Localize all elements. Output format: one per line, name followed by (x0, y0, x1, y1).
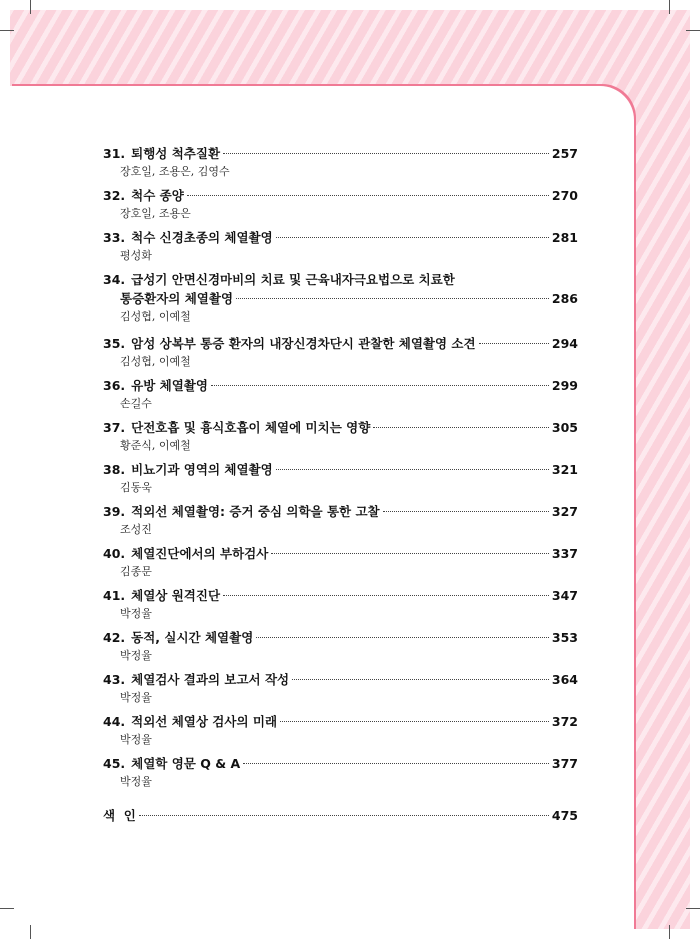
entry-title: 척수 신경초종의 체열촬영 (131, 230, 273, 245)
crop-mark (686, 30, 700, 31)
entry-number: 40. (103, 546, 126, 561)
entry-authors: 박정율 (120, 733, 152, 746)
entry-number: 36. (103, 378, 126, 393)
leader-dots (223, 595, 549, 596)
entry-number: 42. (103, 630, 126, 645)
leader-dots (223, 153, 549, 154)
entry-page: 257 (551, 146, 578, 161)
leader-dots (271, 553, 549, 554)
entry-title: 단전호흡 및 흉식호흡이 체열에 미치는 영향 (131, 420, 371, 435)
toc-entry-35[interactable] (103, 334, 578, 376)
entry-number: 37. (103, 420, 126, 435)
entry-number: 43. (103, 672, 126, 687)
entry-authors: 김성협, 이예철 (120, 355, 191, 368)
leader-dots (383, 511, 549, 512)
entry-page: 321 (551, 462, 578, 477)
entry-title: 체열학 영문 Q & A (131, 756, 241, 771)
entry-page: 337 (551, 546, 578, 561)
entry-authors: 장호일, 조용은, 김영수 (120, 165, 230, 178)
toc-entry-31[interactable] (103, 144, 578, 186)
entry-page: 364 (551, 672, 578, 687)
entry-authors: 김동욱 (120, 481, 152, 494)
toc-entry-40[interactable] (103, 544, 578, 586)
crop-mark (30, 925, 31, 939)
entry-authors: 황준식, 이예철 (120, 439, 191, 452)
toc-entry-43[interactable] (103, 670, 578, 712)
toc-entry-34[interactable] (103, 270, 578, 334)
leader-dots (276, 469, 549, 470)
toc-entry-45[interactable] (103, 754, 578, 796)
entry-title: 퇴행성 척추질환 (131, 146, 221, 161)
entry-number: 31. (103, 146, 126, 161)
entry-title: 암성 상복부 통증 환자의 내장신경차단시 관찰한 체열촬영 소견 (131, 336, 476, 351)
toc-entry-index[interactable] (103, 806, 578, 825)
entry-number: 34. (103, 272, 126, 287)
entry-page: 270 (551, 188, 578, 203)
entry-title: 통증환자의 체열촬영 (120, 291, 234, 306)
leader-dots (373, 427, 549, 428)
index-page: 475 (551, 808, 578, 823)
toc-entry-32[interactable] (103, 186, 578, 228)
entry-page: 347 (551, 588, 578, 603)
toc-entry-39[interactable] (103, 502, 578, 544)
entry-title: 적외선 체열상 검사의 미래 (131, 714, 278, 729)
crop-mark (686, 908, 700, 909)
leader-dots (292, 679, 549, 680)
entry-number: 39. (103, 504, 126, 519)
leader-dots (256, 637, 549, 638)
toc-entry-44[interactable] (103, 712, 578, 754)
leader-dots (243, 763, 549, 764)
entry-title: 동적, 실시간 체열촬영 (131, 630, 254, 645)
entry-number: 33. (103, 230, 126, 245)
entry-page: 286 (551, 291, 578, 306)
entry-title: 비뇨기과 영역의 체열촬영 (131, 462, 273, 477)
entry-authors: 김종문 (120, 565, 152, 578)
crop-mark (0, 908, 14, 909)
leader-dots (187, 195, 549, 196)
index-title: 색 인 (103, 808, 136, 823)
toc-entry-38[interactable] (103, 460, 578, 502)
entry-title-line1: 급성기 안면신경마비의 치료 및 근육내자극요법으로 치료한 (131, 272, 455, 287)
leader-dots (139, 815, 549, 816)
entry-number: 45. (103, 756, 126, 771)
entry-title: 적외선 체열촬영: 증거 중심 의학을 통한 고찰 (131, 504, 380, 519)
entry-number: 38. (103, 462, 126, 477)
leader-dots (280, 721, 549, 722)
entry-page: 305 (551, 420, 578, 435)
entry-number: 32. (103, 188, 126, 203)
table-of-contents (103, 144, 578, 796)
entry-authors: 박정율 (120, 775, 152, 788)
entry-title: 척수 종양 (131, 188, 184, 203)
leader-dots (211, 385, 549, 386)
crop-mark (669, 0, 670, 14)
toc-entry-36[interactable] (103, 376, 578, 418)
toc-entry-42[interactable] (103, 628, 578, 670)
entry-number: 44. (103, 714, 126, 729)
entry-authors: 손길수 (120, 397, 152, 410)
toc-entry-33[interactable] (103, 228, 578, 270)
leader-dots (479, 343, 549, 344)
entry-title: 유방 체열촬영 (131, 378, 208, 393)
entry-authors: 박정율 (120, 691, 152, 704)
toc-entry-37[interactable] (103, 418, 578, 460)
leader-dots (236, 298, 549, 299)
entry-authors: 김성협, 이예철 (120, 310, 191, 323)
entry-page: 299 (551, 378, 578, 393)
entry-page: 281 (551, 230, 578, 245)
entry-authors: 조성진 (120, 523, 152, 536)
leader-dots (276, 237, 549, 238)
crop-mark (0, 30, 14, 31)
entry-number: 41. (103, 588, 126, 603)
entry-authors: 평성화 (120, 249, 152, 262)
entry-authors: 장호일, 조용은 (120, 207, 191, 220)
entry-authors: 박정율 (120, 607, 152, 620)
entry-title: 체열상 원격진단 (131, 588, 221, 603)
entry-authors: 박정율 (120, 649, 152, 662)
entry-page: 294 (551, 336, 578, 351)
entry-title: 체열검사 결과의 보고서 작성 (131, 672, 290, 687)
crop-mark (669, 925, 670, 939)
crop-mark (30, 0, 31, 14)
entry-page: 377 (551, 756, 578, 771)
toc-entry-41[interactable] (103, 586, 578, 628)
entry-page: 353 (551, 630, 578, 645)
entry-title: 체열진단에서의 부하검사 (131, 546, 269, 561)
entry-page: 327 (551, 504, 578, 519)
entry-page: 372 (551, 714, 578, 729)
entry-number: 35. (103, 336, 126, 351)
